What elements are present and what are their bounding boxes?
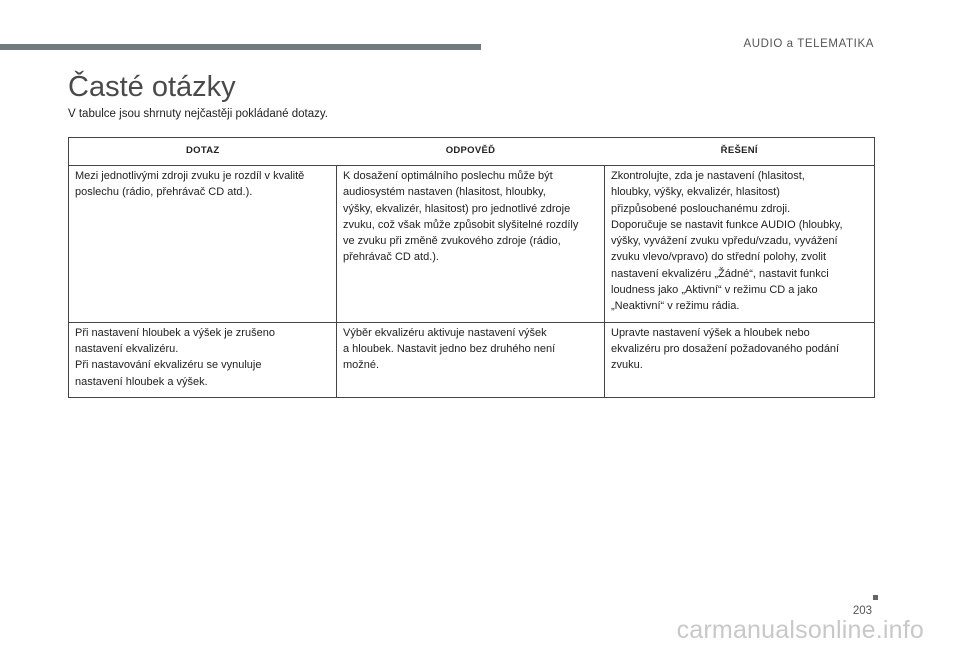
- text-line: přizpůsobené poslouchanému zdroji.: [611, 202, 791, 215]
- text-line: „Neaktivní“ v režimu rádia.: [611, 300, 740, 313]
- text-line: Výběr ekvalizéru aktivuje nastavení výšek: [343, 326, 547, 339]
- text-line: hloubky, výšky, ekvalizér, hlasitost): [611, 186, 780, 199]
- text-line: loudness jako „Aktivní“ v režimu CD a jako: [611, 284, 818, 297]
- text-line: výšky, vyvážení zvuku vpředu/vzadu, vyvážení: [611, 235, 838, 248]
- text-line: poslechu (rádio, přehrávač CD atd.).: [75, 186, 253, 199]
- text-line: Upravte nastavení výšek a hloubek nebo: [611, 326, 810, 339]
- question-cell: [69, 322, 337, 397]
- page-title: Časté otázky: [68, 71, 236, 103]
- answer-cell: [337, 322, 605, 397]
- text-line: a hloubek. Nastavit jedno bez druhého není: [343, 342, 556, 355]
- faq-table: [68, 137, 875, 398]
- watermark: carmanualsonline.info: [676, 616, 924, 644]
- text-line: Zkontrolujte, zda je nastavení (hlasitost,: [611, 170, 805, 182]
- text-line: zvuku.: [611, 359, 643, 372]
- solution-cell: [605, 322, 875, 397]
- table-row: [69, 166, 875, 323]
- text-line: Doporučuje se nastavit funkce AUDIO (hloubky,: [611, 218, 843, 231]
- intro-text: V tabulce jsou shrnuty nejčastěji pokládané dotazy.: [68, 108, 328, 120]
- text-line: přehrávač CD atd.).: [343, 251, 439, 264]
- column-header-answer: ODPOVĚĎ: [337, 138, 605, 166]
- text-line: nastavení ekvalizéru.: [75, 342, 179, 355]
- text-line: ekvalizéru pro dosažení požadovaného podání: [611, 342, 840, 355]
- answer-cell: [337, 166, 605, 323]
- text-line: Mezi jednotlivými zdroji zvuku je rozdíl v kvalitě: [75, 170, 305, 182]
- column-header-solution: ŘEŠENÍ: [605, 138, 875, 166]
- column-header-question: DOTAZ: [69, 138, 337, 166]
- header-bar: [0, 44, 481, 50]
- text-line: nastavení ekvalizéru „Žádné“, nastavit funkci: [611, 267, 829, 280]
- text-line: Při nastavování ekvalizéru se vynuluje: [75, 359, 262, 372]
- text-line: možné.: [343, 359, 380, 372]
- table-row: [69, 322, 875, 397]
- page-marker: [873, 595, 878, 600]
- text-line: audiosystém nastaven (hlasitost, hloubky,: [343, 186, 546, 199]
- text-line: zvuku, což však může způsobit slyšitelné rozdíly: [343, 218, 579, 231]
- text-line: Při nastavení hloubek a výšek je zrušeno: [75, 326, 275, 339]
- page-number: 203: [852, 605, 872, 617]
- text-line: výšky, ekvalizér, hlasitost) pro jednotlivé zdroje: [343, 202, 571, 215]
- text-line: nastavení hloubek a výšek.: [75, 375, 208, 388]
- text-line: ve zvuku při změně zvukového zdroje (rádio,: [343, 235, 561, 248]
- text-line: zvuku vlevo/vpravo) do střední polohy, zvolit: [611, 251, 827, 264]
- solution-cell: [605, 166, 875, 323]
- text-line: K dosažení optimálního poslechu může být: [343, 170, 553, 182]
- question-cell: [69, 166, 337, 323]
- table-header-row: [69, 138, 875, 166]
- section-title: AUDIO a TELEMATIKA: [743, 38, 874, 50]
